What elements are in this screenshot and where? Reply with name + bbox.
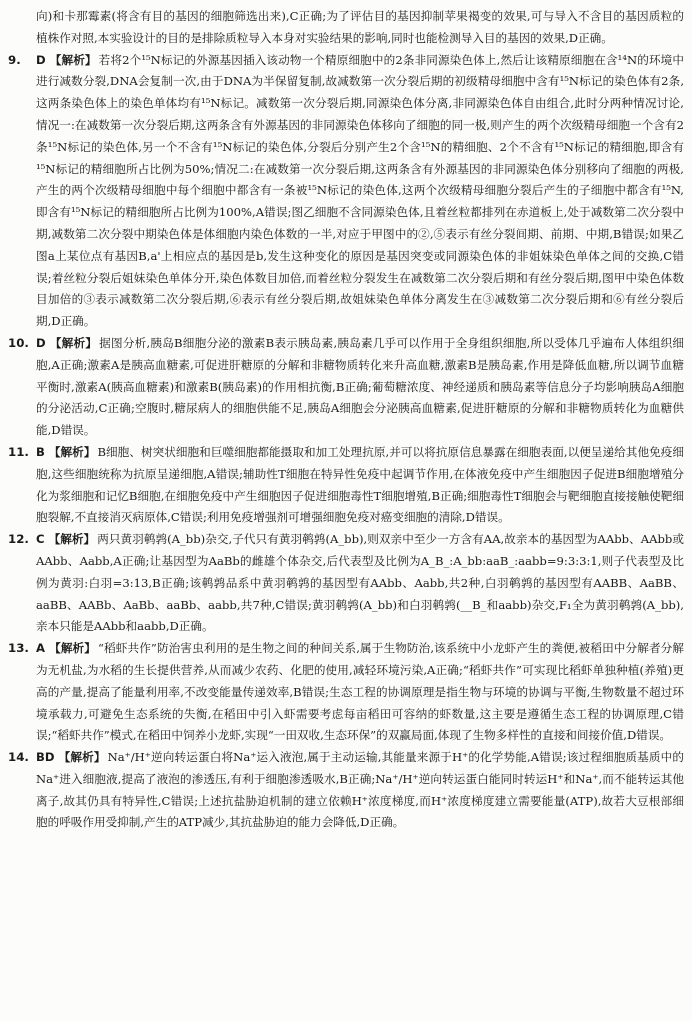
- answer-item-10: [8, 333, 684, 442]
- item-number: 12.: [8, 532, 29, 547]
- answer-item-12: [8, 529, 684, 638]
- answer-item-14: [8, 747, 684, 834]
- item-number: 11.: [8, 444, 29, 459]
- analysis-tag: 【解析】: [48, 641, 96, 656]
- analysis-text: Na⁺/H⁺逆向转运蛋白将Na⁺运入液泡,属于主动运输,其能量来源于H⁺的化学势能,A错误;该过程细胞质基质中的Na⁺进入细胞液,提高了液泡的渗透压,有利于细胞渗透吸水,B正确;Na⁺/H⁺逆向转运蛋白能同时转运H⁺和Na⁺,而不能转运其他离子,故其仍具有特异性,C错误;上述抗盐胁迫机制的建立依赖H⁺浓度梯度,而H⁺浓度梯度建立需要能量(ATP),故若大豆根部细胞的呼吸作用受抑制,产生的ATP减少,其抗盐胁迫的能力会降低,D正确。: [36, 750, 684, 830]
- analysis-text: 据图分析,胰岛B细胞分泌的激素B表示胰岛素,胰岛素几乎可以作用于全身组织细胞,所以受体几乎遍布人体组织细胞,A正确;激素A是胰高血糖素,可促进肝糖原的分解和非糖物质转化来升高血糖,激素B是胰岛素,作用是降低血糖,所以调节血糖平衡时,激素A(胰高血糖素)和激素B(胰岛素)的作用相抗衡,B正确;葡萄糖浓度、神经递质和胰岛素等信息分子均影响胰岛A细胞的分泌活动,C正确;空腹时,糖尿病人的细胞供能不足,胰岛A细胞会分泌胰高血糖素,促进肝糖原的分解和非糖物质转化为血糖供能,D错误。: [36, 335, 684, 438]
- answer-item-13: [8, 638, 684, 747]
- answer-key: C: [36, 532, 45, 547]
- answer-key: A: [36, 641, 45, 656]
- analysis-tag: 【解析】: [49, 335, 98, 350]
- item-number: 13.: [8, 641, 29, 656]
- analysis-tag: 【解析】: [58, 750, 106, 765]
- analysis-text: 两只黄羽鹌鹑(A_bb)杂交,子代只有黄羽鹌鹑(A_bb),则双亲中至少一方含有AA,故亲本的基因型为AAbb、AAbb或AAbb、Aabb,A正确;让基因型为AaBb的雌雄个体杂交,后代表型及比例为A_B_:A_bb:aaB_:aabb=9:3:3:1,则子代表型及比例为黄羽:白羽=3:13,B正确;该鹌鹑品系中黄羽鹌鹑的基因型有AAbb、Aabb,共2种,白羽鹌鹑的基因型有AABB、AaBB、aaBB、AABb、AaBb、aaBb、aabb,共7种,C错误;黄羽鹌鹑(A_bb)和白羽鹌鹑(__B_和aabb)杂交,F₁全为黄羽鹌鹑(A_bb),亲本只能是AAbb和aabb,D正确。: [36, 532, 684, 634]
- answer-item-11: [8, 442, 684, 529]
- answer-key: B: [36, 444, 45, 459]
- analysis-text: B细胞、树突状细胞和巨噬细胞都能摄取和加工处理抗原,并可以将抗原信息暴露在细胞表面,以便呈递给其他免疫细胞,这些细胞统称为抗原呈递细胞,A错误;辅助性T细胞在特异性免疫中起调节作用,在体液免疫中产生细胞因子促进B细胞增殖分化为浆细胞和记忆B细胞,在细胞免疫中产生细胞因子促进细胞毒性T细胞增殖,B正确;细胞毒性T细胞会与靶细胞直接接触使靶细胞裂解,不直接消灭病原体,C错误;利用免疫增强剂可增强细胞免疫对癌变细胞的清除,D错误。: [36, 444, 684, 525]
- item-number: 14.: [8, 750, 29, 765]
- answer-key: D: [36, 52, 46, 67]
- intro-paragraph: 向)和卡那霉素(将含有目的基因的细胞筛选出来),C正确;为了评估目的基因抑制苹果褐变的效果,可与导入不含目的基因质粒的植株作对照,本实验设计的目的是排除质粒导入本身对实验结果的影响,同时也能检测导入目的基因的效果,D正确。: [36, 9, 684, 45]
- analysis-tag: 【解析】: [48, 532, 96, 547]
- analysis-text: “稻虾共作”防治害虫利用的是生物之间的种间关系,属于生物防治,该系统中小龙虾产生的粪便,被稻田中分解者分解为无机盐,为水稻的生长提供营养,从而减少农药、化肥的使用,减轻环境污染,A正确;“稻虾共作”可实现比稻虾单独种植(养殖)更高的产量,提高了能量利用率,不改变能量传递效率,B错误;生态工程的协调原理是指生物与环境的协调与平衡,生物数量不超过环境承载力,可避免生态系统的失衡,在稻田中引入虾需要考虑每亩稻田可容纳的虾数量,这主要是遵循生态工程的协调原理,C错误;“稻虾共作”模式,在稻田中饲养小龙虾,实现“一田双收,生态环保”的双赢局面,体现了生物多样性的直接和间接价值,D错误。: [36, 641, 684, 743]
- answer-item-9: [8, 50, 684, 333]
- analysis-text: 若将2个¹⁵N标记的外源基因插入该动物一个精原细胞中的2条非同源染色体上,然后让该精原细胞在含¹⁴N的环境中进行减数分裂,DNA会复制一次,由于DNA为半保留复制,故减数第一次分裂后期的初级精母细胞中含有¹⁵N标记的染色体有2条,这两条染色体上的染色单体均有¹⁵N标记。减数第一次分裂后期,同源染色体分离,非同源染色体自由组合,此时分两种情况讨论,情况一:在减数第一次分裂后期,这两条含有外源基因的非同源染色体移向了细胞的同一极,则产生的两个次级精母细胞一个含有2条¹⁵N标记的染色体,另一个不含有¹⁵N标记的染色体,分裂后分别产生2个含¹⁵N的精细胞、2个不含有¹⁵N标记的精细胞,即含有¹⁵N标记的精细胞所占比例为50%;情况二:在减数第一次分裂后期,这两条含有外源基因的非同源染色体分别移向了细胞的两极,产生的两个次级精母细胞中每个细胞中都含有一条被¹⁵N标记的染色体,这两个次级精母细胞分裂后产生的子细胞中都含有¹⁵N,即含有¹⁵N标记的精细胞所占比例为100%,A错误;图乙细胞不含同源染色体,且着丝粒都排列在赤道板上,处于减数第二次分裂中期,减数第二次分裂中期染色体是体细胞内染色体数的一半,对应于甲图中的②,⑤表示有丝分裂间期、前期、中期,B错误;如果乙图a上某位点有基因B,a'上相应点的基因是b,发生这种变化的原因是基因突变或同源染色体的非姐妹染色单体之间的交换,C错误;着丝粒分裂后姐妹染色单体分开,染色体数目加倍,而着丝粒分裂发生在减数第二次分裂后期和有丝分裂后期,图甲中染色体数目加倍的③表示减数第二次分裂后期,⑥表示有丝分裂后期,故姐妹染色单体分离发生在③减数第二次分裂后期和⑥有丝分裂后期,D正确。: [36, 52, 684, 329]
- analysis-tag: 【解析】: [49, 52, 97, 67]
- analysis-tag: 【解析】: [48, 444, 96, 459]
- item-number: 10.: [8, 335, 29, 350]
- answer-key: BD: [36, 750, 55, 765]
- answer-key: D: [36, 335, 46, 350]
- item-number: 9.: [8, 52, 21, 67]
